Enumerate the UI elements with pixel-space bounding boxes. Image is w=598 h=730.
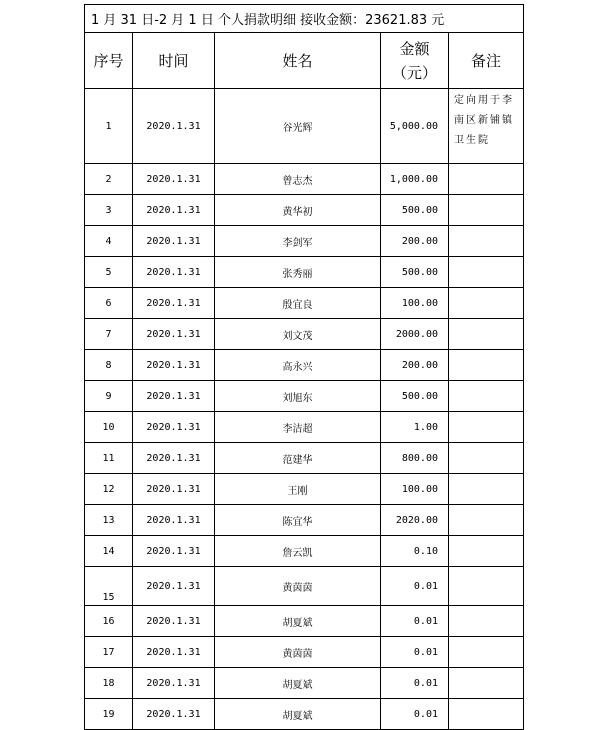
- cell-time: 2020.1.31: [133, 443, 215, 474]
- table-row: [85, 474, 524, 505]
- table-row: [85, 699, 524, 730]
- cell-note: [449, 606, 524, 637]
- table-row: [85, 89, 524, 164]
- title-row: [85, 5, 524, 33]
- cell-no: 11: [85, 443, 133, 474]
- cell-note: [449, 443, 524, 474]
- cell-name: 谷光辉: [215, 89, 381, 164]
- cell-name: 殷宜良: [215, 288, 381, 319]
- cell-no: 9: [85, 381, 133, 412]
- table-row: [85, 288, 524, 319]
- cell-note: [449, 164, 524, 195]
- cell-time: 2020.1.31: [133, 606, 215, 637]
- cell-note: [449, 505, 524, 536]
- cell-note: [449, 319, 524, 350]
- cell-no: 2: [85, 164, 133, 195]
- table-row: [85, 567, 524, 606]
- table-title: 1 月 31 日-2 月 1 日 个人捐款明细 接收金额：23621.83 元: [85, 5, 524, 33]
- cell-amount: 0.01: [381, 637, 449, 668]
- cell-note: [449, 474, 524, 505]
- cell-no: 14: [85, 536, 133, 567]
- cell-note: [449, 226, 524, 257]
- table-row: [85, 443, 524, 474]
- cell-note: [449, 412, 524, 443]
- cell-note: [449, 350, 524, 381]
- cell-note: [449, 637, 524, 668]
- cell-amount: 0.01: [381, 606, 449, 637]
- cell-name: 黄茵茵: [215, 637, 381, 668]
- cell-note: [449, 257, 524, 288]
- cell-time: 2020.1.31: [133, 668, 215, 699]
- cell-name: 张秀丽: [215, 257, 381, 288]
- cell-amount: 1.00: [381, 412, 449, 443]
- cell-amount: 0.01: [381, 668, 449, 699]
- cell-note: [449, 288, 524, 319]
- cell-time: 2020.1.31: [133, 350, 215, 381]
- table-row: [85, 350, 524, 381]
- cell-time: 2020.1.31: [133, 567, 215, 606]
- table-row: [85, 505, 524, 536]
- cell-amount: 1,000.00: [381, 164, 449, 195]
- cell-amount: 2020.00: [381, 505, 449, 536]
- cell-time: 2020.1.31: [133, 89, 215, 164]
- cell-no: 15: [85, 567, 133, 606]
- cell-name: 黄茵茵: [215, 567, 381, 606]
- cell-time: 2020.1.31: [133, 257, 215, 288]
- donation-table: [84, 4, 524, 730]
- cell-name: 胡夏斌: [215, 606, 381, 637]
- table-row: [85, 637, 524, 668]
- cell-no: 4: [85, 226, 133, 257]
- donation-sheet: [84, 4, 523, 722]
- header-no: 序号: [85, 33, 133, 89]
- header-time: 时间: [133, 33, 215, 89]
- cell-time: 2020.1.31: [133, 381, 215, 412]
- cell-amount: 500.00: [381, 257, 449, 288]
- table-row: [85, 226, 524, 257]
- cell-note: [449, 381, 524, 412]
- cell-time: 2020.1.31: [133, 195, 215, 226]
- cell-name: 胡夏斌: [215, 668, 381, 699]
- cell-time: 2020.1.31: [133, 226, 215, 257]
- cell-note: [449, 668, 524, 699]
- cell-no: 19: [85, 699, 133, 730]
- table-row: [85, 319, 524, 350]
- cell-amount: 500.00: [381, 381, 449, 412]
- cell-name: 高永兴: [215, 350, 381, 381]
- cell-name: 曾志杰: [215, 164, 381, 195]
- cell-no: 6: [85, 288, 133, 319]
- cell-name: 李剑军: [215, 226, 381, 257]
- cell-amount: 800.00: [381, 443, 449, 474]
- cell-name: 王刚: [215, 474, 381, 505]
- header-name: 姓名: [215, 33, 381, 89]
- table-row: [85, 606, 524, 637]
- cell-note: 定向用于李南区新铺镇卫生院: [449, 89, 524, 164]
- cell-no: 10: [85, 412, 133, 443]
- cell-amount: 0.10: [381, 536, 449, 567]
- cell-time: 2020.1.31: [133, 412, 215, 443]
- cell-time: 2020.1.31: [133, 699, 215, 730]
- header-amount-line1: 金额: [399, 39, 430, 58]
- cell-no: 12: [85, 474, 133, 505]
- header-amount-line2: （元）: [391, 63, 437, 82]
- cell-amount: 100.00: [381, 474, 449, 505]
- table-row: [85, 668, 524, 699]
- cell-name: 陈宜华: [215, 505, 381, 536]
- table-row: [85, 381, 524, 412]
- cell-amount: 2000.00: [381, 319, 449, 350]
- table-row: [85, 195, 524, 226]
- table-row: [85, 412, 524, 443]
- header-row: [85, 33, 524, 89]
- cell-name: 刘文茂: [215, 319, 381, 350]
- cell-no: 17: [85, 637, 133, 668]
- header-amount: [381, 33, 449, 89]
- table-row: [85, 536, 524, 567]
- cell-no: 7: [85, 319, 133, 350]
- cell-no: 18: [85, 668, 133, 699]
- cell-amount: 0.01: [381, 567, 449, 606]
- cell-no: 5: [85, 257, 133, 288]
- table-row: [85, 257, 524, 288]
- cell-name: 詹云凯: [215, 536, 381, 567]
- cell-no: 16: [85, 606, 133, 637]
- cell-name: 刘旭东: [215, 381, 381, 412]
- cell-note: [449, 536, 524, 567]
- cell-time: 2020.1.31: [133, 474, 215, 505]
- cell-note: [449, 699, 524, 730]
- cell-amount: 0.01: [381, 699, 449, 730]
- cell-amount: 500.00: [381, 195, 449, 226]
- cell-amount: 5,000.00: [381, 89, 449, 164]
- cell-amount: 100.00: [381, 288, 449, 319]
- cell-no: 3: [85, 195, 133, 226]
- cell-time: 2020.1.31: [133, 288, 215, 319]
- cell-name: 黄华初: [215, 195, 381, 226]
- cell-amount: 200.00: [381, 350, 449, 381]
- cell-time: 2020.1.31: [133, 536, 215, 567]
- table-row: [85, 164, 524, 195]
- cell-time: 2020.1.31: [133, 637, 215, 668]
- cell-note: [449, 195, 524, 226]
- cell-no: 8: [85, 350, 133, 381]
- header-note: 备注: [449, 33, 524, 89]
- cell-no: 13: [85, 505, 133, 536]
- cell-name: 范建华: [215, 443, 381, 474]
- cell-name: 李洁超: [215, 412, 381, 443]
- cell-time: 2020.1.31: [133, 505, 215, 536]
- cell-time: 2020.1.31: [133, 319, 215, 350]
- cell-note: [449, 567, 524, 606]
- cell-amount: 200.00: [381, 226, 449, 257]
- cell-name: 胡夏斌: [215, 699, 381, 730]
- cell-no: 1: [85, 89, 133, 164]
- cell-time: 2020.1.31: [133, 164, 215, 195]
